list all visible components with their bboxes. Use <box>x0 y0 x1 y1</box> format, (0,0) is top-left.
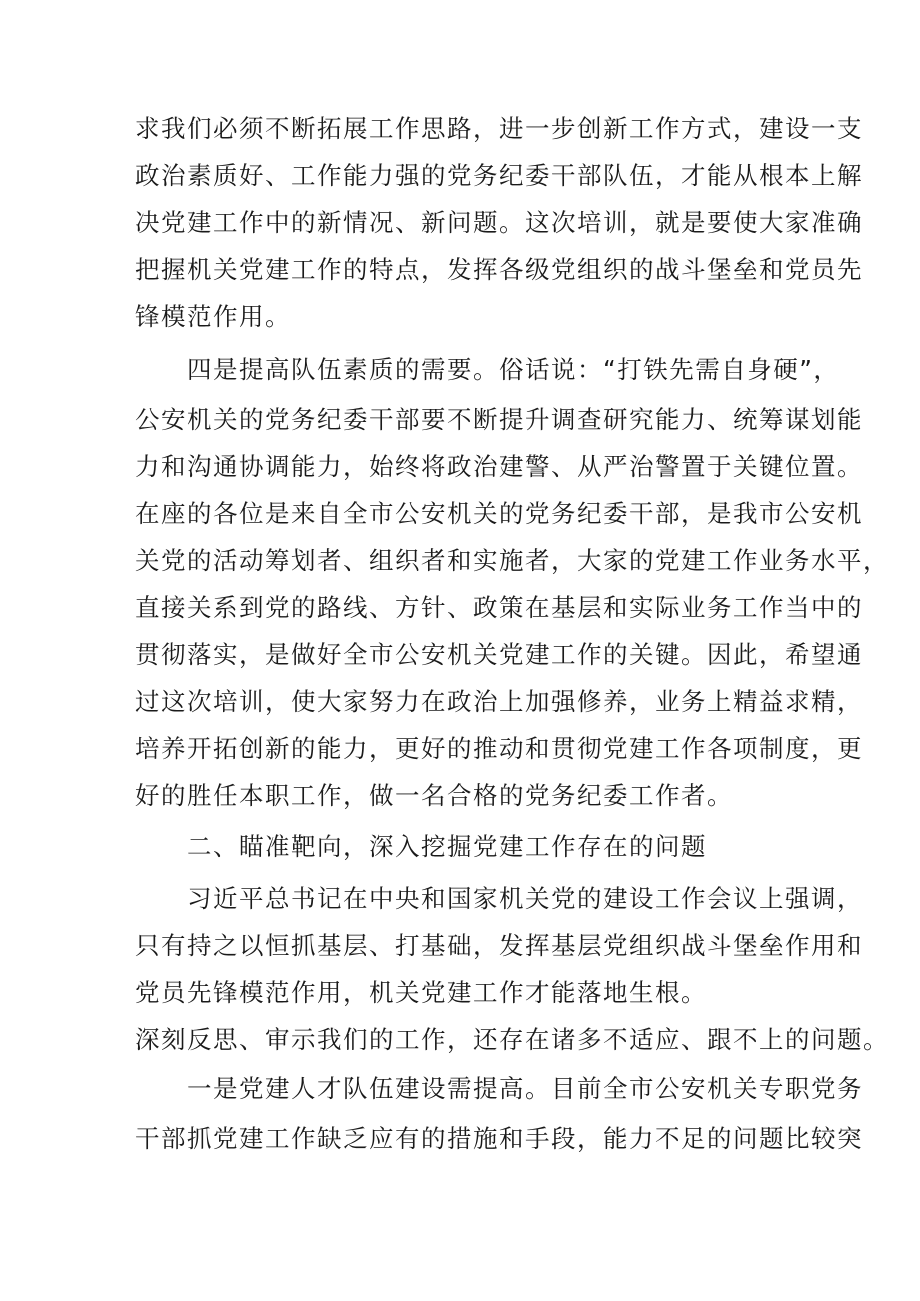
text-line: 决党建工作中的新情况、新问题。这次培训，就是要使大家准确 <box>135 208 863 237</box>
text-line: 关党的活动筹划者、组织者和实施者，大家的党建工作业务水平， <box>135 546 889 575</box>
section-heading: 二、瞄准靶向，深入挖掘党建工作存在的问题 <box>187 832 707 861</box>
text-line: 贯彻落实，是做好全市公安机关党建工作的关键。因此，希望通 <box>135 640 863 669</box>
text-line: 锋模范作用。 <box>135 302 291 331</box>
paragraph-start-line: 一是党建人才队伍建设需提高。目前全市公安机关专职党务 <box>187 1074 863 1103</box>
text-line: 公安机关的党务纪委干部要不断提升调查研究能力、统筹谋划能 <box>135 405 863 434</box>
text-line: 政治素质好、工作能力强的党务纪委干部队伍，才能从根本上解 <box>135 161 863 190</box>
text-line: 好的胜任本职工作，做一名合格的党务纪委工作者。 <box>135 781 733 810</box>
text-line: 党员先锋模范作用，机关党建工作才能落地生根。 <box>135 978 707 1007</box>
text-line: 干部抓党建工作缺乏应有的措施和手段，能力不足的问题比较突 <box>135 1124 863 1153</box>
paragraph-start-line: 习近平总书记在中央和国家机关党的建设工作会议上强调， <box>187 884 863 913</box>
text-line: 求我们必须不断拓展工作思路，进一步创新工作方式，建设一支 <box>135 114 863 143</box>
text-line: 把握机关党建工作的特点，发挥各级党组织的战斗堡垒和党员先 <box>135 255 863 284</box>
text-line: 深刻反思、审示我们的工作，还存在诸多不适应、跟不上的问题。 <box>135 1025 889 1054</box>
text-line: 直接关系到党的路线、方针、政策在基层和实际业务工作当中的 <box>135 593 863 622</box>
text-line: 过这次培训，使大家努力在政治上加强修养，业务上精益求精， <box>135 687 863 716</box>
text-line: 只有持之以恒抓基层、打基础，发挥基层党组织战斗堡垒作用和 <box>135 931 863 960</box>
paragraph-start-line: 四是提高队伍素质的需要。俗话说：“打铁先需自身硬”， <box>187 355 840 384</box>
text-line: 在座的各位是来自全市公安机关的党务纪委干部，是我市公安机 <box>135 499 863 528</box>
text-line: 力和沟通协调能力，始终将政治建警、从严治警置于关键位置。 <box>135 452 863 481</box>
text-line: 培养开拓创新的能力，更好的推动和贯彻党建工作各项制度，更 <box>135 734 863 763</box>
